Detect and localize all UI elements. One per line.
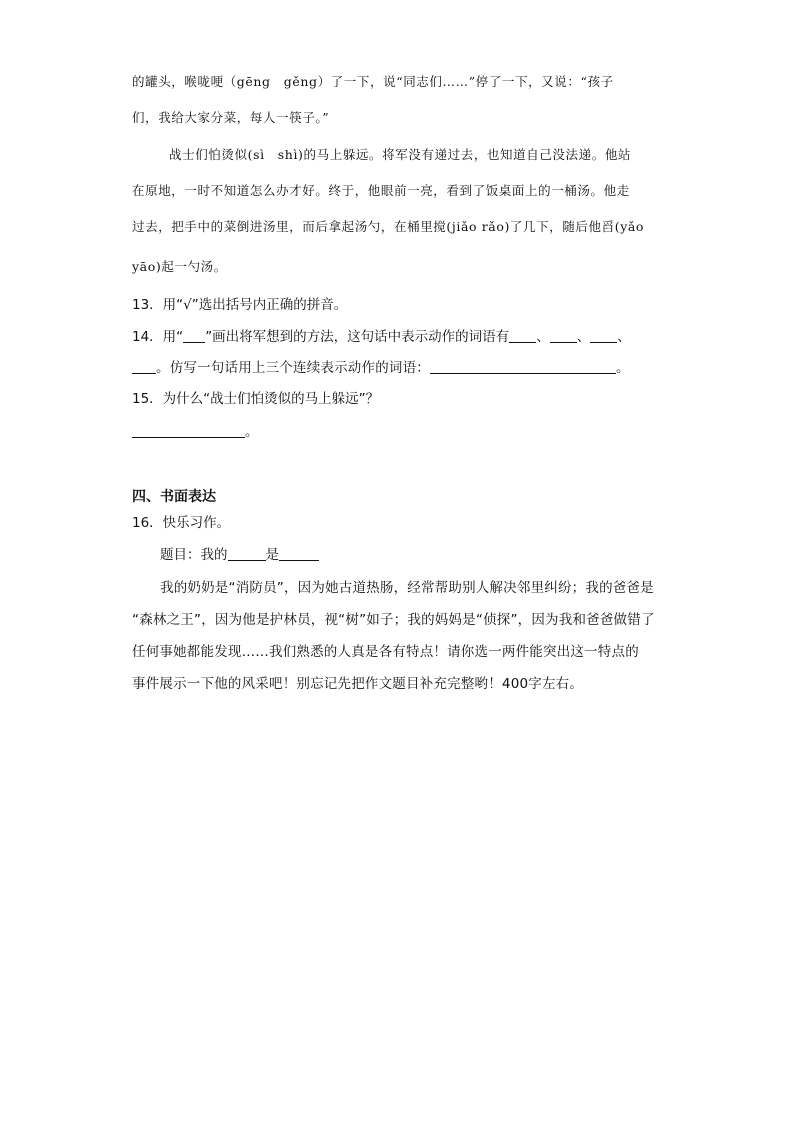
essay-prompt-line-1: 我的奶奶是“消防员”，因为她古道热肠，经常帮助别人解决邻里纠纷；我的爸爸是	[160, 580, 654, 596]
essay-prompt-line-4: 事件展示一下他的风采吧！别忘记先把作文题目补充完整哟！400字左右。	[132, 676, 584, 692]
question-14-middle: ”画出将军想到的方法，这句话中表示动作的词语有	[205, 329, 510, 345]
passage-line-1: 的罐头，喉咙哽（gēng gěng）了一下，说“同志们……”停了一下，又说：“孩子	[132, 74, 614, 89]
passage-line-5: 过去，把手中的菜倒进汤里，而后拿起汤勺，在桶里搅(jiǎo rǎo)了几下，随后他舀(yǎo	[132, 219, 645, 234]
question-15-answer	[132, 422, 259, 442]
separator: 、	[617, 329, 631, 345]
topic-blank-2[interactable]	[279, 546, 319, 561]
question-14-line-1	[132, 327, 631, 347]
question-14-prefix: 14．用“	[132, 329, 184, 345]
answer-blank-4[interactable]	[132, 359, 156, 374]
period: 。	[245, 424, 259, 440]
question-16: 16．快乐习作。	[132, 515, 231, 531]
passage-line-4: 在原地，一时不知道怎么办才好。终于，他眼前一亮，看到了饭桌面上的一桶汤。他走	[132, 183, 630, 198]
question-15: 15．为什么“战士们怕烫似的马上躲远”？	[132, 391, 380, 407]
topic-prefix: 题目：我的	[160, 547, 228, 563]
answer-blank-1[interactable]	[509, 328, 536, 343]
essay-topic	[160, 545, 319, 565]
separator: 、	[536, 329, 550, 345]
topic-middle: 是	[265, 547, 279, 563]
answer-blank-5[interactable]	[430, 359, 616, 374]
underline-sample	[183, 328, 205, 343]
question-14-line-2	[132, 358, 630, 378]
answer-blank-3[interactable]	[590, 328, 617, 343]
answer-blank-6[interactable]	[132, 423, 245, 438]
question-13: 13．用“√”选出括号内正确的拼音。	[132, 297, 348, 313]
essay-prompt-line-2: “森林之王”，因为他是护林员，视“树”如子；我的妈妈是“侦探”，因为我和爸爸做错了	[132, 612, 655, 628]
answer-blank-2[interactable]	[550, 328, 577, 343]
essay-prompt-line-3: 任何事她都能发现……我们熟悉的人真是各有特点！请你选一两件能突出这一特点的	[132, 644, 639, 660]
separator: 、	[576, 329, 591, 345]
period: 。	[616, 360, 630, 376]
question-14-rewrite-prompt: 。仿写一句话用上三个连续表示动作的词语：	[156, 360, 430, 376]
passage-line-3: 战士们怕烫似(sì shì)的马上躲远。将军没有递过去，也知道自己没法递。他站	[169, 147, 632, 162]
passage-line-6: yāo)起一勺汤。	[132, 259, 227, 274]
topic-blank-1[interactable]	[228, 546, 266, 561]
section-4-title: 四、书面表达	[132, 489, 216, 505]
passage-line-2: 们，我给大家分菜，每人一筷子。”	[132, 110, 330, 125]
